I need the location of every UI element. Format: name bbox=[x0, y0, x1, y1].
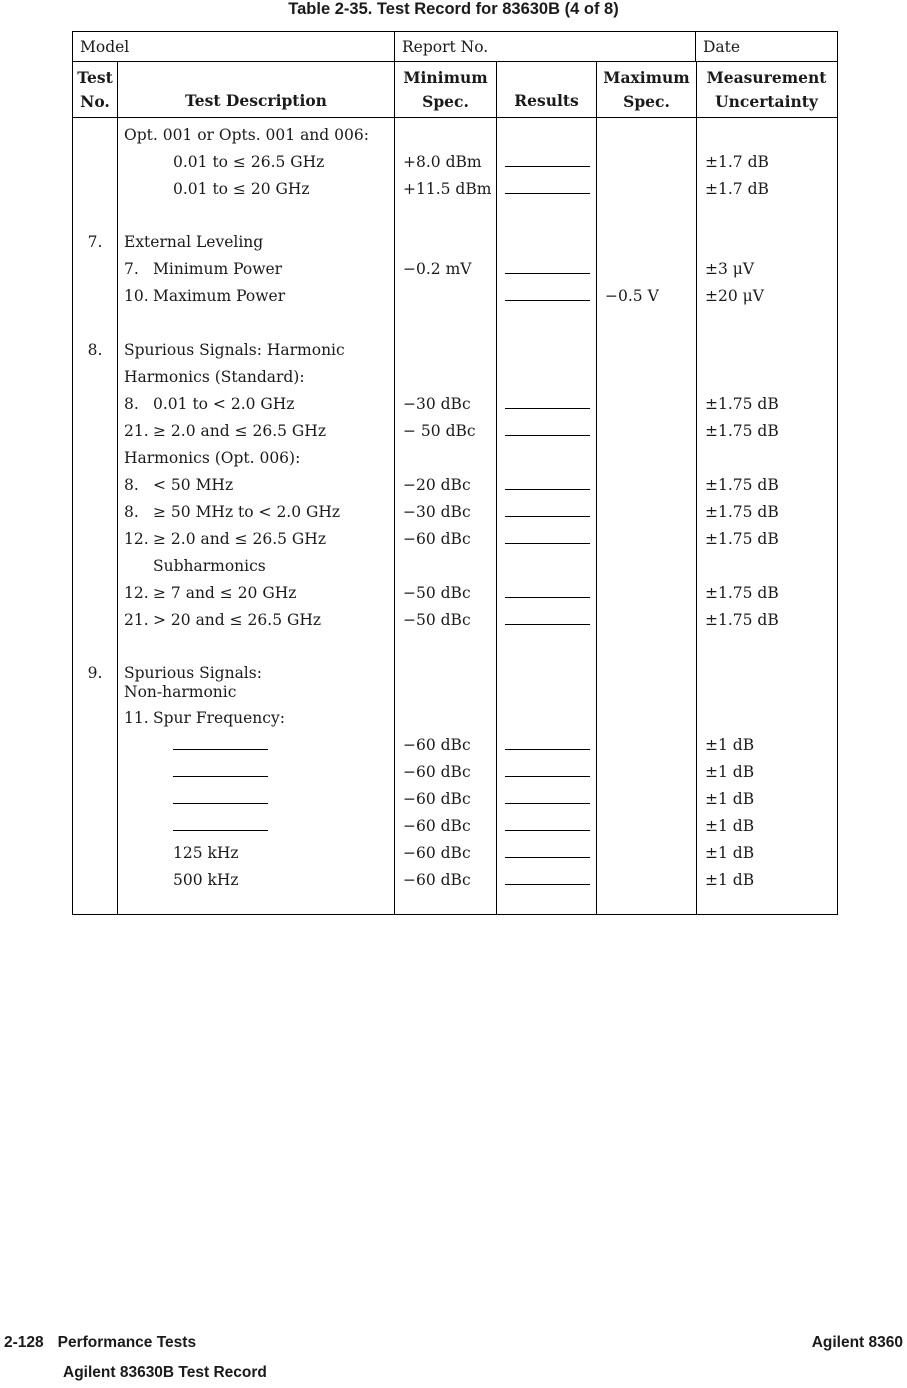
table-row bbox=[73, 472, 837, 499]
report-no-field: Report No. bbox=[395, 32, 696, 61]
table-row bbox=[73, 283, 837, 310]
test-record-table bbox=[72, 31, 838, 915]
results-cell bbox=[497, 732, 597, 759]
sub-item-number: 21. bbox=[124, 611, 149, 629]
page-number: 2-128 bbox=[4, 1334, 44, 1351]
minimum-spec-cell: +11.5 dBm bbox=[395, 176, 497, 203]
minimum-spec-cell: −60 dBc bbox=[395, 759, 497, 786]
uncertainty-cell: ±20 μV bbox=[705, 287, 764, 305]
test-number-cell bbox=[73, 786, 118, 813]
results-cell bbox=[497, 445, 597, 472]
uncertainty-cell: ±1 dB bbox=[705, 844, 755, 862]
minimum-spec-cell: −50 dBc bbox=[395, 580, 497, 607]
maximum-spec-cell: −0.5 V bbox=[597, 283, 697, 310]
results-cell bbox=[497, 526, 597, 553]
results-fill-in-blank bbox=[505, 179, 590, 194]
results-cell bbox=[497, 391, 597, 418]
table-row bbox=[73, 418, 837, 445]
table-row bbox=[73, 364, 837, 391]
results-cell bbox=[497, 256, 597, 283]
test-number-cell bbox=[73, 732, 118, 759]
results-cell bbox=[497, 122, 597, 149]
description-text: 21. ≥ 2.0 and ≤ 26.5 GHz bbox=[124, 418, 394, 445]
description-text: 8. < 50 MHz bbox=[124, 472, 394, 499]
column-header-row bbox=[73, 62, 837, 118]
uncertainty-cell bbox=[697, 553, 836, 580]
description-text: 11. Spur Frequency: bbox=[124, 705, 394, 732]
description-cell bbox=[118, 607, 395, 634]
description-cell bbox=[118, 391, 395, 418]
maximum-spec-cell bbox=[597, 176, 697, 203]
minimum-spec-cell: −60 dBc bbox=[395, 867, 497, 894]
footer-subsection: Agilent 83630B Test Record bbox=[63, 1364, 267, 1381]
minimum-spec-cell bbox=[395, 203, 497, 229]
test-number-cell bbox=[73, 418, 118, 445]
table-row bbox=[73, 840, 837, 867]
results-cell bbox=[497, 176, 597, 203]
minimum-spec-cell: −30 dBc bbox=[395, 391, 497, 418]
frequency-fill-in-blank bbox=[173, 762, 268, 777]
description-cell bbox=[118, 310, 395, 337]
minimum-spec-cell: −60 dBc bbox=[395, 732, 497, 759]
uncertainty-cell bbox=[697, 634, 836, 659]
test-number-cell bbox=[73, 364, 118, 391]
description-text bbox=[124, 813, 394, 840]
table-row bbox=[73, 659, 837, 705]
test-number-cell bbox=[73, 840, 118, 867]
minimum-spec-cell: −60 dBc bbox=[395, 526, 497, 553]
minimum-spec-cell bbox=[395, 705, 497, 732]
description-cell bbox=[118, 364, 395, 391]
uncertainty-cell bbox=[697, 122, 836, 149]
test-number-cell bbox=[73, 391, 118, 418]
results-fill-in-blank bbox=[505, 762, 590, 777]
description-cell bbox=[118, 786, 395, 813]
maximum-spec-cell bbox=[597, 867, 697, 894]
description-text: Subharmonics bbox=[153, 557, 266, 575]
sub-item-number: 8. bbox=[124, 395, 139, 413]
description-cell bbox=[118, 499, 395, 526]
test-number-cell bbox=[73, 445, 118, 472]
minimum-spec-cell bbox=[395, 364, 497, 391]
description-text: 10. Maximum Power bbox=[124, 283, 394, 310]
results-cell bbox=[497, 759, 597, 786]
uncertainty-cell bbox=[697, 310, 836, 337]
uncertainty-cell: ±1.75 dB bbox=[705, 476, 779, 494]
table-row bbox=[73, 732, 837, 759]
uncertainty-cell: ±1.7 dB bbox=[705, 153, 769, 171]
results-cell bbox=[497, 705, 597, 732]
description-cell bbox=[118, 229, 395, 256]
maximum-spec-cell bbox=[597, 445, 697, 472]
description-text: 7. Minimum Power bbox=[124, 256, 394, 283]
test-number-cell bbox=[73, 634, 118, 659]
results-cell bbox=[497, 580, 597, 607]
maximum-spec-cell bbox=[597, 732, 697, 759]
description-cell bbox=[118, 203, 395, 229]
results-cell bbox=[497, 813, 597, 840]
uncertainty-cell: ±1.75 dB bbox=[705, 422, 779, 440]
table-row bbox=[73, 229, 837, 256]
results-cell bbox=[497, 418, 597, 445]
minimum-spec-cell: −60 dBc bbox=[395, 786, 497, 813]
test-number-cell: 9. bbox=[73, 659, 118, 705]
uncertainty-cell: ±1.75 dB bbox=[705, 503, 779, 521]
description-cell bbox=[118, 526, 395, 553]
test-number-cell: 7. bbox=[73, 229, 118, 256]
description-text: 0.01 to ≤ 20 GHz bbox=[173, 180, 310, 198]
uncertainty-cell: ±1.75 dB bbox=[705, 584, 779, 602]
description-text: 12. ≥ 7 and ≤ 20 GHz bbox=[124, 580, 394, 607]
results-fill-in-blank bbox=[505, 735, 590, 750]
model-field: Model bbox=[73, 32, 395, 61]
spacer-row bbox=[73, 310, 837, 337]
header-test-description: Test Description bbox=[118, 62, 395, 117]
table-row bbox=[73, 499, 837, 526]
sub-item-number: 10. bbox=[124, 287, 149, 305]
test-number-cell bbox=[73, 122, 118, 149]
results-cell bbox=[497, 499, 597, 526]
description-cell bbox=[118, 659, 395, 705]
description-cell bbox=[118, 418, 395, 445]
description-text: 8. 0.01 to < 2.0 GHz bbox=[124, 391, 394, 418]
results-fill-in-blank bbox=[505, 502, 590, 517]
minimum-spec-cell: −20 dBc bbox=[395, 472, 497, 499]
minimum-spec-cell: − 50 dBc bbox=[395, 418, 497, 445]
footer-section: Performance Tests bbox=[57, 1334, 197, 1351]
table-body bbox=[73, 118, 837, 914]
maximum-spec-cell bbox=[597, 229, 697, 256]
maximum-spec-cell bbox=[597, 659, 697, 705]
table-row bbox=[73, 786, 837, 813]
sub-item-number: 12. bbox=[124, 584, 149, 602]
maximum-spec-cell bbox=[597, 310, 697, 337]
results-fill-in-blank bbox=[505, 421, 590, 436]
minimum-spec-cell bbox=[395, 894, 497, 914]
test-number-cell bbox=[73, 176, 118, 203]
test-number-cell bbox=[73, 472, 118, 499]
uncertainty-cell: ±1.75 dB bbox=[705, 530, 779, 548]
maximum-spec-cell bbox=[597, 759, 697, 786]
header-maximum-spec: Maximum Spec. bbox=[597, 62, 697, 117]
test-number-cell bbox=[73, 813, 118, 840]
results-cell bbox=[497, 364, 597, 391]
description-text: External Leveling bbox=[124, 233, 264, 251]
minimum-spec-cell: −60 dBc bbox=[395, 840, 497, 867]
description-text: Harmonics (Standard): bbox=[124, 368, 305, 386]
table-row bbox=[73, 759, 837, 786]
test-number-cell bbox=[73, 580, 118, 607]
spacer-row bbox=[73, 634, 837, 659]
results-fill-in-blank bbox=[505, 843, 590, 858]
table-row bbox=[73, 867, 837, 894]
minimum-spec-cell bbox=[395, 283, 497, 310]
uncertainty-cell bbox=[697, 705, 836, 732]
minimum-spec-cell: −30 dBc bbox=[395, 499, 497, 526]
results-cell bbox=[497, 840, 597, 867]
description-cell bbox=[118, 894, 395, 914]
uncertainty-cell: ±1.7 dB bbox=[705, 180, 769, 198]
table-row bbox=[73, 445, 837, 472]
test-number-cell bbox=[73, 526, 118, 553]
maximum-spec-cell bbox=[597, 418, 697, 445]
results-cell bbox=[497, 553, 597, 580]
maximum-spec-cell bbox=[597, 256, 697, 283]
results-fill-in-blank bbox=[505, 816, 590, 831]
description-text: Harmonics (Opt. 006): bbox=[124, 449, 301, 467]
description-text: 0.01 to ≤ 26.5 GHz bbox=[173, 153, 325, 171]
table-row bbox=[73, 607, 837, 634]
description-cell bbox=[118, 149, 395, 176]
sub-item-number: 21. bbox=[124, 422, 149, 440]
test-number-cell: 8. bbox=[73, 337, 118, 364]
description-cell bbox=[118, 840, 395, 867]
results-cell bbox=[497, 229, 597, 256]
maximum-spec-cell bbox=[597, 813, 697, 840]
description-cell bbox=[118, 283, 395, 310]
test-number-cell bbox=[73, 705, 118, 732]
minimum-spec-cell: −50 dBc bbox=[395, 607, 497, 634]
maximum-spec-cell bbox=[597, 786, 697, 813]
results-cell bbox=[497, 203, 597, 229]
maximum-spec-cell bbox=[597, 607, 697, 634]
header-test-no: Test No. bbox=[73, 62, 118, 117]
results-cell bbox=[497, 659, 597, 705]
minimum-spec-cell bbox=[395, 445, 497, 472]
results-fill-in-blank bbox=[505, 789, 590, 804]
uncertainty-cell: ±1.75 dB bbox=[705, 395, 779, 413]
test-number-cell bbox=[73, 894, 118, 914]
results-fill-in-blank bbox=[505, 259, 590, 274]
date-field: Date bbox=[703, 37, 741, 56]
minimum-spec-cell: +8.0 dBm bbox=[395, 149, 497, 176]
results-cell bbox=[497, 149, 597, 176]
results-cell bbox=[497, 310, 597, 337]
results-fill-in-blank bbox=[505, 870, 590, 885]
minimum-spec-cell bbox=[395, 634, 497, 659]
test-number-cell bbox=[73, 607, 118, 634]
minimum-spec-cell bbox=[395, 553, 497, 580]
results-cell bbox=[497, 607, 597, 634]
header-measurement-uncertainty: Measurement Uncertainty bbox=[706, 67, 827, 111]
table-row bbox=[73, 337, 837, 364]
results-cell bbox=[497, 472, 597, 499]
frequency-fill-in-blank bbox=[173, 735, 268, 750]
description-cell bbox=[118, 580, 395, 607]
description-cell bbox=[118, 813, 395, 840]
table-row bbox=[73, 526, 837, 553]
uncertainty-cell bbox=[697, 659, 836, 705]
maximum-spec-cell bbox=[597, 840, 697, 867]
description-cell bbox=[118, 759, 395, 786]
maximum-spec-cell bbox=[597, 203, 697, 229]
description-cell bbox=[118, 553, 395, 580]
minimum-spec-cell bbox=[395, 310, 497, 337]
maximum-spec-cell bbox=[597, 634, 697, 659]
uncertainty-cell: ±1 dB bbox=[705, 736, 755, 754]
table-row bbox=[73, 176, 837, 203]
page-title: Table 2-35. Test Record for 83630B (4 of 8) bbox=[288, 0, 619, 18]
description-text bbox=[124, 786, 394, 813]
description-text bbox=[124, 732, 394, 759]
table-row bbox=[73, 580, 837, 607]
results-cell bbox=[497, 786, 597, 813]
uncertainty-cell bbox=[697, 364, 836, 391]
description-cell bbox=[118, 122, 395, 149]
sub-item-number: 7. bbox=[124, 260, 139, 278]
maximum-spec-cell bbox=[597, 149, 697, 176]
spacer-row bbox=[73, 203, 837, 229]
maximum-spec-cell bbox=[597, 499, 697, 526]
header-minimum-spec: Minimum Spec. bbox=[395, 62, 497, 117]
minimum-spec-cell bbox=[395, 122, 497, 149]
description-cell bbox=[118, 705, 395, 732]
uncertainty-cell bbox=[697, 445, 836, 472]
minimum-spec-cell: −60 dBc bbox=[395, 813, 497, 840]
results-cell bbox=[497, 634, 597, 659]
uncertainty-cell: ±1 dB bbox=[705, 817, 755, 835]
maximum-spec-cell bbox=[597, 705, 697, 732]
description-cell bbox=[118, 634, 395, 659]
maximum-spec-cell bbox=[597, 364, 697, 391]
test-number-cell bbox=[73, 149, 118, 176]
results-fill-in-blank bbox=[505, 152, 590, 167]
description-cell bbox=[118, 176, 395, 203]
maximum-spec-cell bbox=[597, 894, 697, 914]
uncertainty-cell bbox=[697, 894, 836, 914]
results-cell bbox=[497, 283, 597, 310]
maximum-spec-cell bbox=[597, 553, 697, 580]
minimum-spec-cell bbox=[395, 659, 497, 705]
test-number-cell bbox=[73, 283, 118, 310]
table-row bbox=[73, 705, 837, 732]
test-number-cell bbox=[73, 759, 118, 786]
results-cell bbox=[497, 894, 597, 914]
description-cell bbox=[118, 472, 395, 499]
minimum-spec-cell bbox=[395, 337, 497, 364]
description-cell bbox=[118, 732, 395, 759]
results-fill-in-blank bbox=[505, 610, 590, 625]
description-cell bbox=[118, 445, 395, 472]
table-row bbox=[73, 553, 837, 580]
uncertainty-cell bbox=[697, 203, 836, 229]
test-number-cell bbox=[73, 256, 118, 283]
results-fill-in-blank bbox=[505, 475, 590, 490]
results-fill-in-blank bbox=[505, 583, 590, 598]
minimum-spec-cell: −0.2 mV bbox=[395, 256, 497, 283]
description-text: Opt. 001 or Opts. 001 and 006: bbox=[124, 126, 369, 144]
description-text: Spurious Signals: Non-harmonic bbox=[124, 664, 262, 701]
maximum-spec-cell bbox=[597, 337, 697, 364]
description-text bbox=[124, 759, 394, 786]
uncertainty-cell bbox=[697, 229, 836, 256]
sub-item-number: 11. bbox=[124, 709, 149, 727]
sub-item-number: 8. bbox=[124, 503, 139, 521]
footer-product: Agilent 8360 bbox=[811, 1334, 903, 1351]
description-text: Spurious Signals: Harmonic bbox=[124, 341, 345, 359]
uncertainty-cell: ±1 dB bbox=[705, 871, 755, 889]
uncertainty-cell: ±1 dB bbox=[705, 790, 755, 808]
maximum-spec-cell bbox=[597, 122, 697, 149]
description-text: 500 kHz bbox=[173, 871, 239, 889]
frequency-fill-in-blank bbox=[173, 816, 268, 831]
description-cell bbox=[118, 256, 395, 283]
test-number-cell bbox=[73, 553, 118, 580]
description-text: 12. ≥ 2.0 and ≤ 26.5 GHz bbox=[124, 526, 394, 553]
uncertainty-cell bbox=[697, 337, 836, 364]
spacer-row bbox=[73, 894, 837, 914]
maximum-spec-cell bbox=[597, 472, 697, 499]
description-cell bbox=[118, 337, 395, 364]
description-text: 125 kHz bbox=[173, 844, 239, 862]
results-cell bbox=[497, 867, 597, 894]
header-results: Results bbox=[497, 62, 597, 117]
table-row bbox=[73, 813, 837, 840]
table-row bbox=[73, 256, 837, 283]
maximum-spec-cell bbox=[597, 391, 697, 418]
results-fill-in-blank bbox=[505, 394, 590, 409]
description-cell bbox=[118, 867, 395, 894]
table-row bbox=[73, 391, 837, 418]
sub-item-number: 12. bbox=[124, 530, 149, 548]
test-number-cell bbox=[73, 499, 118, 526]
test-number-cell bbox=[73, 310, 118, 337]
uncertainty-cell: ±1 dB bbox=[705, 763, 755, 781]
test-number-cell bbox=[73, 867, 118, 894]
maximum-spec-cell bbox=[597, 580, 697, 607]
results-fill-in-blank bbox=[505, 286, 590, 301]
table-row bbox=[73, 122, 837, 149]
uncertainty-cell: ±1.75 dB bbox=[705, 611, 779, 629]
minimum-spec-cell bbox=[395, 229, 497, 256]
description-text: 8. ≥ 50 MHz to < 2.0 GHz bbox=[124, 499, 394, 526]
uncertainty-cell: ±3 μV bbox=[705, 260, 755, 278]
results-cell bbox=[497, 337, 597, 364]
description-text: 21. > 20 and ≤ 26.5 GHz bbox=[124, 607, 394, 634]
sub-item-number: 8. bbox=[124, 476, 139, 494]
frequency-fill-in-blank bbox=[173, 789, 268, 804]
test-number-cell bbox=[73, 203, 118, 229]
info-row bbox=[73, 32, 837, 62]
maximum-spec-cell bbox=[597, 526, 697, 553]
page-footer bbox=[0, 1328, 907, 1388]
results-fill-in-blank bbox=[505, 529, 590, 544]
table-row bbox=[73, 149, 837, 176]
